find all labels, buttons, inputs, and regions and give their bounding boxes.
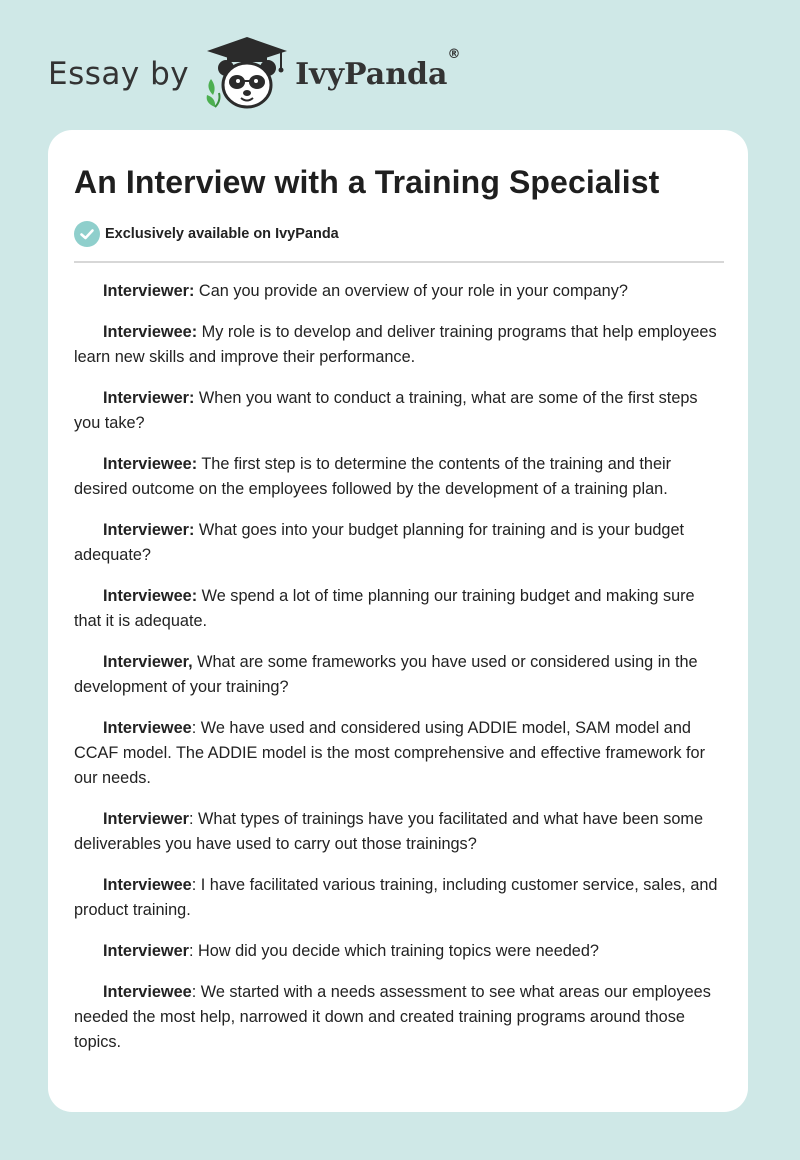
speaker-label: Interviewee bbox=[103, 876, 192, 894]
dialogue-paragraph bbox=[74, 279, 726, 304]
dialogue-paragraph bbox=[74, 716, 726, 791]
dialogue-text: : I have facilitated various training, including customer service, sales, and product training. bbox=[74, 876, 718, 919]
dialogue-paragraph bbox=[74, 650, 726, 700]
exclusive-badge bbox=[74, 221, 339, 247]
dialogue-paragraph bbox=[74, 320, 726, 370]
dialogue-text: : What types of trainings have you facilitated and what have been some deliverables you have used to carry out those trainings? bbox=[74, 810, 704, 853]
dialogue-text: The first step is to determine the contents of the training and their desired outcome on the employees followed by the development of a training plan. bbox=[74, 455, 672, 498]
dialogue-text: What are some frameworks you have used or considered using in the development of your training? bbox=[74, 653, 698, 696]
dialogue-text: When you want to conduct a training, what are some of the first steps you take? bbox=[74, 389, 698, 432]
panda-logo-icon bbox=[201, 35, 293, 113]
speaker-label: Interviewer bbox=[103, 810, 189, 828]
speaker-label: Interviewer, bbox=[103, 653, 193, 671]
dialogue-text: What goes into your budget planning for training and is your budget adequate? bbox=[74, 521, 685, 564]
essay-card bbox=[48, 130, 748, 1112]
dialogue-paragraph bbox=[74, 584, 726, 634]
dialogue-text: Can you provide an overview of your role in your company? bbox=[194, 282, 628, 300]
speaker-label: Interviewee bbox=[103, 719, 192, 737]
brand-prefix: Essay by bbox=[48, 56, 190, 92]
speaker-label: Interviewer: bbox=[103, 389, 195, 407]
speaker-label: Interviewee: bbox=[103, 587, 198, 605]
dialogue-paragraph bbox=[74, 807, 726, 857]
dialogue-paragraph bbox=[74, 873, 726, 923]
registered-mark: ® bbox=[447, 46, 461, 62]
badge-text: Exclusively available on IvyPanda bbox=[105, 226, 339, 242]
check-circle-icon bbox=[74, 221, 100, 247]
dialogue-text: My role is to develop and deliver training programs that help employees learn new skills and improve their performance. bbox=[74, 323, 717, 366]
brand-header[interactable] bbox=[48, 34, 460, 114]
divider bbox=[74, 261, 724, 263]
dialogue-paragraph bbox=[74, 386, 726, 436]
dialogue-paragraph bbox=[74, 518, 726, 568]
dialogue-paragraph bbox=[74, 939, 726, 964]
speaker-label: Interviewer: bbox=[103, 521, 195, 539]
dialogue-text: We spend a lot of time planning our training budget and making sure that it is adequate. bbox=[74, 587, 695, 630]
speaker-label: Interviewer: bbox=[103, 282, 195, 300]
speaker-label: Interviewee: bbox=[103, 323, 198, 341]
speaker-label: Interviewee: bbox=[103, 455, 198, 473]
dialogue-paragraph bbox=[74, 980, 726, 1055]
essay-body bbox=[74, 279, 726, 1071]
dialogue-text: : How did you decide which training topics were needed? bbox=[188, 942, 599, 960]
speaker-label: Interviewee bbox=[103, 983, 192, 1001]
dialogue-paragraph bbox=[74, 452, 726, 502]
brand-name bbox=[295, 46, 461, 92]
dialogue-text: : We started with a needs assessment to see what areas our employees needed the most help, narrowed it down and created training programs around those topics. bbox=[74, 983, 711, 1051]
speaker-label: Interviewer bbox=[103, 942, 189, 960]
dialogue-text: : We have used and considered using ADDIE model, SAM model and CCAF model. The ADDIE model is the most comprehensive and effective framework for our needs. bbox=[74, 719, 706, 787]
brand-name-text: IvyPanda bbox=[295, 56, 448, 92]
page-title: An Interview with a Training Specialist bbox=[74, 164, 660, 200]
